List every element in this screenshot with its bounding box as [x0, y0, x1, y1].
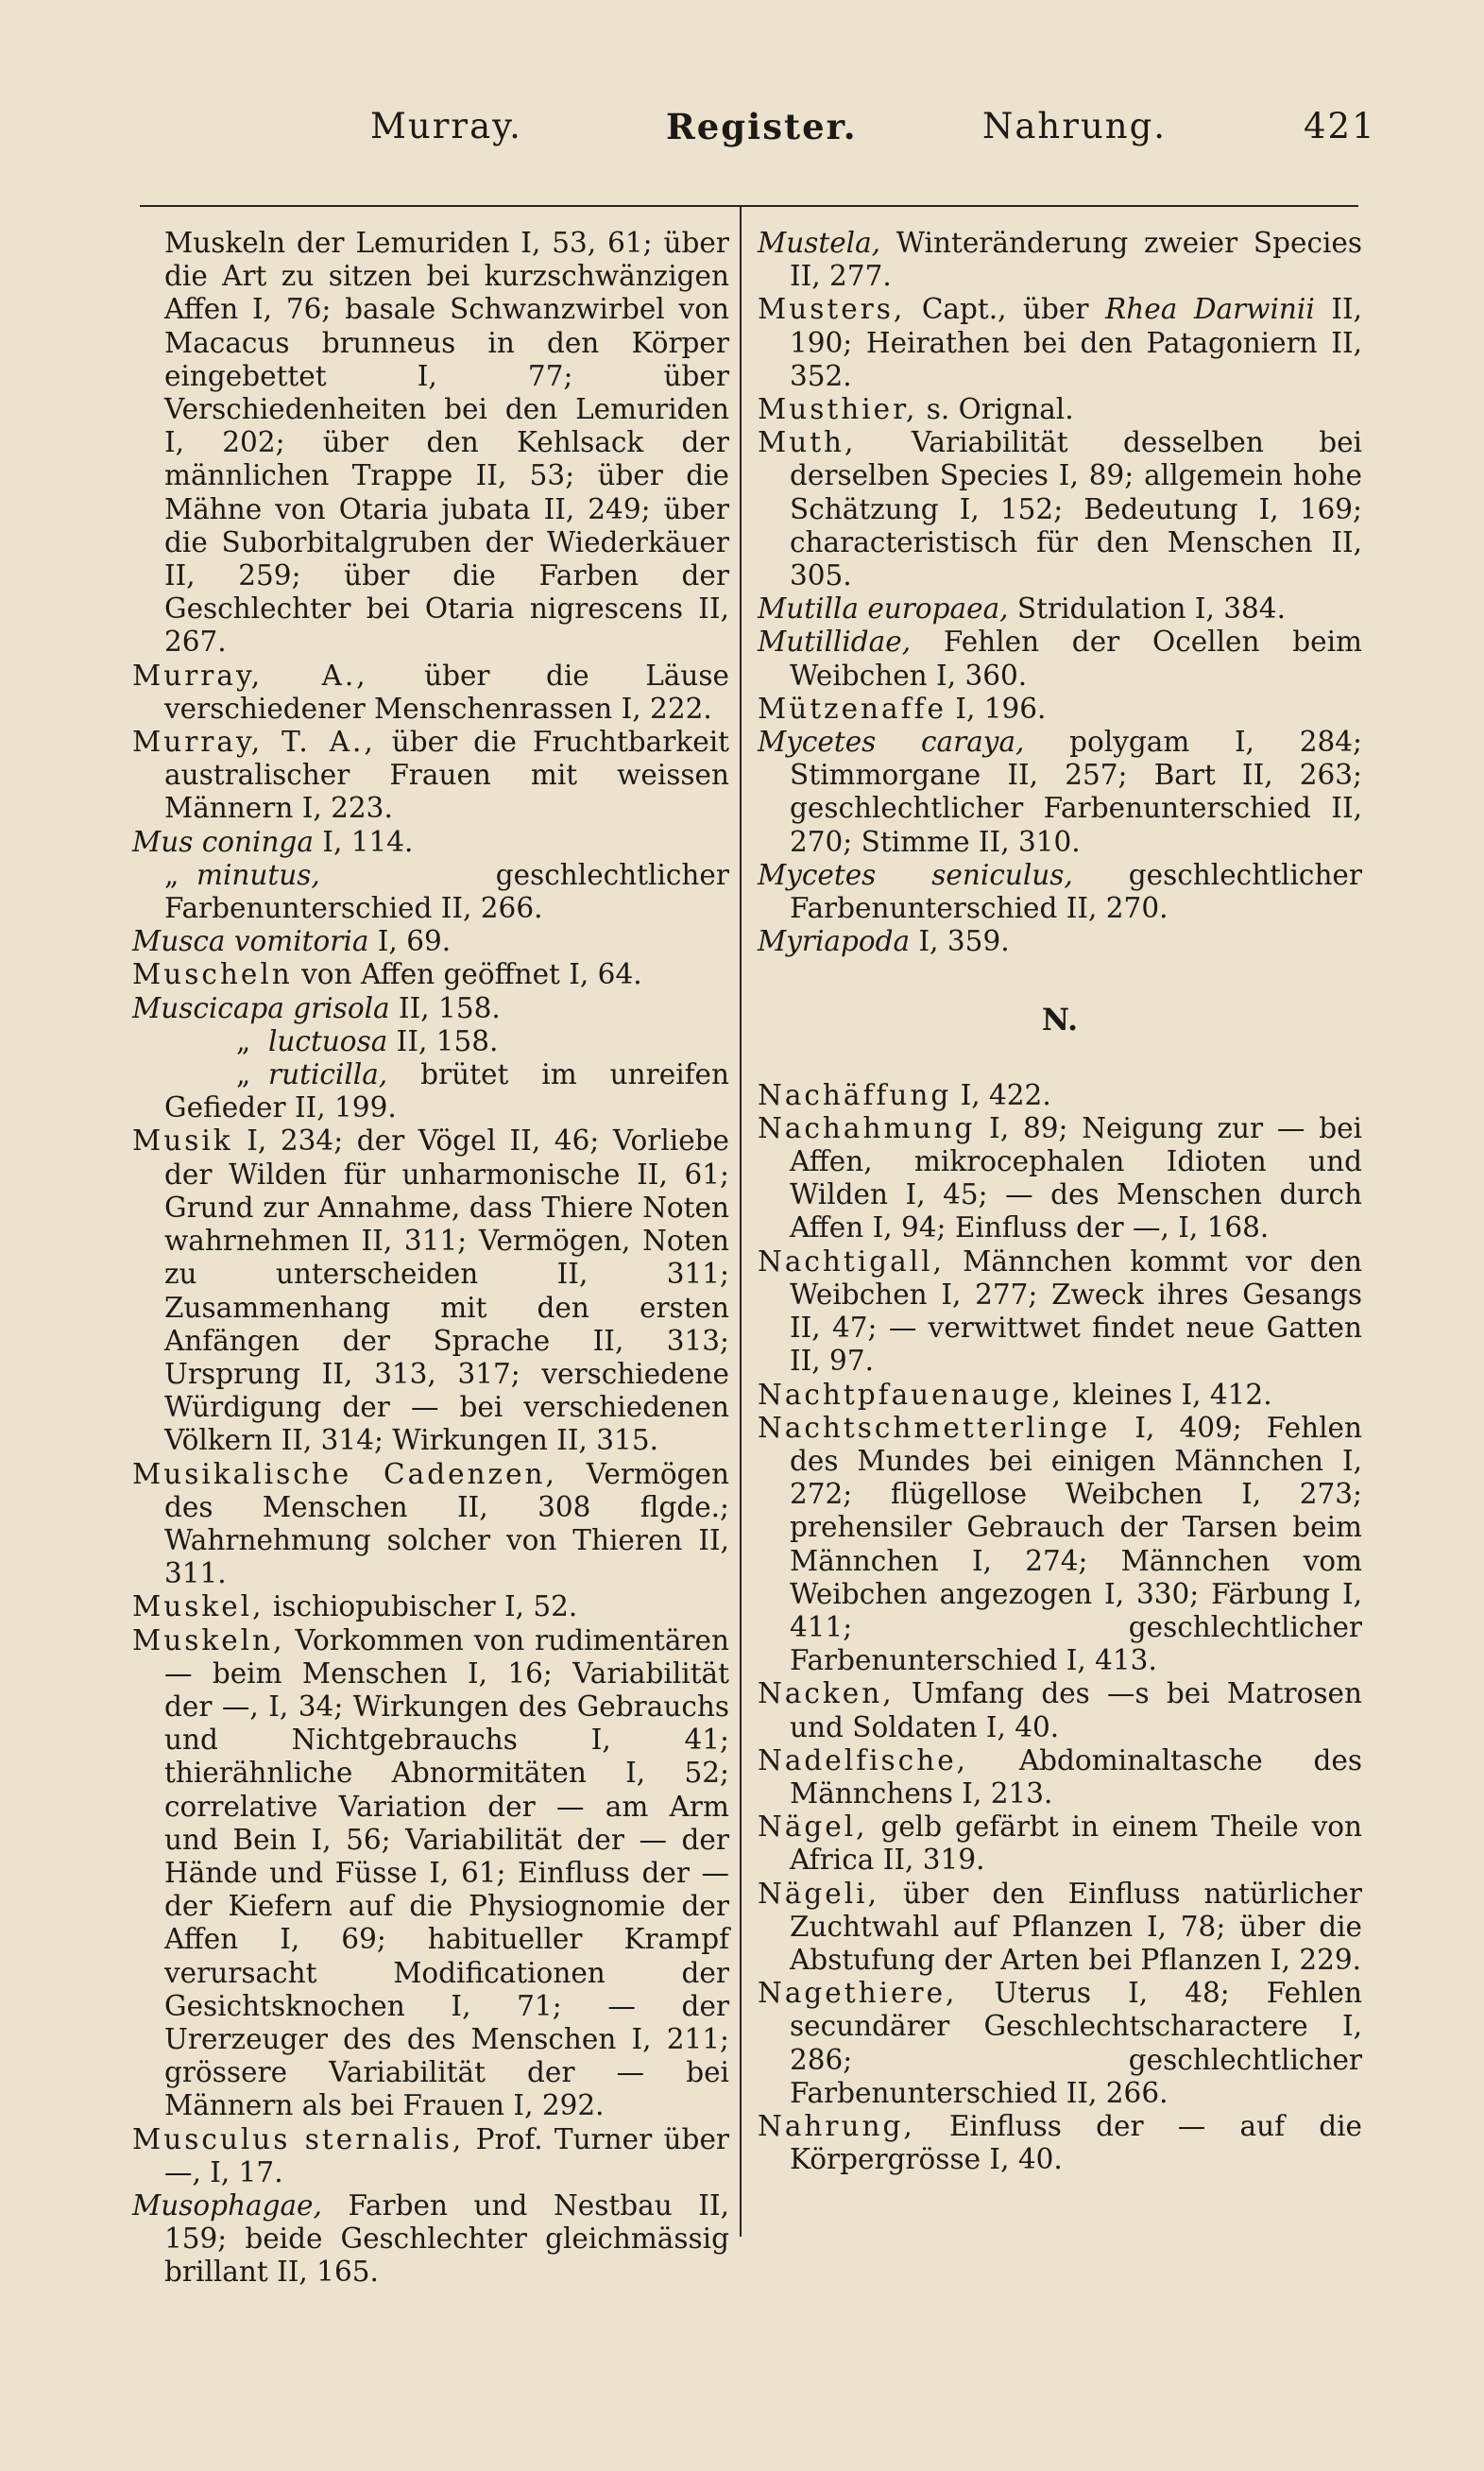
header-rule — [140, 205, 1358, 207]
index-entry: Musophagae, Farben und Nestbau II, 159; beide Geschlechter gleichmässig brillant II, 165. — [132, 2188, 729, 2289]
entry-headword: Musophagae, — [132, 2188, 322, 2222]
index-entry: Musthier, s. Orignal. — [758, 393, 1074, 426]
index-entry: Nägeli, über den Einfluss natürlicher Zuchtwahl auf Pflanzen I, 78; über die Abstufung der Arten bei Pflanzen I, 229. — [758, 1877, 1362, 1976]
entry-headword: Mutilla europaea, — [758, 592, 1009, 626]
section-letter-heading: N. — [1041, 1002, 1079, 1038]
right-column — [758, 227, 1362, 2176]
entry-headword: Myriapoda — [758, 925, 911, 958]
entry-headword: Mutillidae, — [758, 626, 912, 659]
header-right-keyword: Nahrung. — [982, 106, 1168, 146]
index-entry: Muskel, ischiopubischer I, 52. — [132, 1590, 578, 1623]
entry-headword: Nägeli, — [758, 1877, 879, 1910]
index-entry: Mycetes seniculus, geschlechtlicher Farbenunterschied II, 270. — [758, 858, 1362, 925]
entry-headword: Murray, T. A., — [132, 726, 376, 759]
index-entry: Murray, A., über die Läuse verschiedener Menschenrassen I, 222. — [132, 659, 729, 725]
index-entry: Mycetes caraya, polygam I, 284; Stimmorgane II, 257; Bart II, 263; geschlechtlicher Farbenunterschied II, 270; Stimme II, 310. — [758, 726, 1362, 858]
entry-headword: Nachtigall, — [758, 1244, 945, 1278]
column-divider — [740, 205, 742, 2237]
index-entry: Musca vomitoria I, 69. — [132, 925, 452, 958]
entry-headword: Musik — [132, 1124, 233, 1158]
index-entry: Muskeln der Lemuriden I, 53, 61; über die Art zu sitzen bei kurzschwänzigen Affen I, 76; basale Schwanzwirbel von Macacus brunneus in den Körper eingebettet I, 77; über Verschiedenheiten bei den Lemuriden I, 202; über den Kehlsack der männlichen Trappe II, 53; über die Mähne von Otaria jubata II, 249; über die Suborbitalgruben der Wiederkäuer II, 259; über die Farben der Geschlechter bei Otaria nigrescens II, 267. — [164, 227, 729, 659]
index-entry: Nägel, gelb gefärbt in einem Theile von Africa II, 319. — [758, 1810, 1362, 1877]
index-subentry: „ ruticilla, brütet im unreifen Gefieder II, 199. — [164, 1058, 729, 1124]
index-entry: Nachäffung I, 422. — [758, 1078, 1051, 1111]
left-column — [132, 227, 729, 2290]
index-entry: Musikalische Cadenzen, Vermögen des Menschen II, 308 flgde.; Wahrnehmung solcher von Thieren II, 311. — [132, 1457, 729, 1590]
index-entry: Muscheln von Affen geöffnet I, 64. — [132, 958, 642, 991]
ditto-mark: „ — [164, 858, 179, 891]
index-entry: Musik I, 234; der Vögel II, 46; Vorliebe der Wilden für unharmonische II, 61; Grund zur Annahme, dass Thiere Noten wahrnehmen II, 311; Vermögen, Noten zu unterscheiden II, 311; Zusammenhang mit den ersten Anfängen der Sprache II, 313; Ursprung II, 313, 317; verschiedene Würdigung der — bei verschiedenen Völkern II, 314; Wirkungen II, 315. — [132, 1124, 729, 1457]
ditto-mark: „ — [236, 1058, 251, 1091]
index-entry: Musculus sternalis, Prof. Turner über —, I, 17. — [132, 2122, 729, 2188]
index-entry: Murray, T. A., über die Fruchtbarkeit australischer Frauen mit weissen Männern I, 223. — [132, 726, 729, 825]
entry-headword: Nahrung, — [758, 2109, 915, 2142]
entry-headword: Musculus sternalis, — [132, 2122, 465, 2155]
entry-headword: Nadelfische, — [758, 1743, 969, 1776]
header-left-keyword: Murray. — [370, 106, 522, 146]
entry-headword: Nachtpfauenauge, — [758, 1378, 1064, 1411]
index-entry: Muskeln, Vorkommen von rudimentären — beim Menschen I, 16; Variabilität der —, I, 34; Wirkungen des Gebrauchs und Nichtgebrauchs I, 41; thierähnliche Abnormitäten I, 52; correlative Variation der — am Arm und Bein I, 56; Variabilität der — der Hände und Füsse I, 61; Einfluss der — der Kiefern auf die Physiognomie der Affen I, 69; habitueller Krampf verursacht Modificationen der Gesichtsknochen I, 71; — der Urerzeuger des des Menschen I, 211; grössere Variabilität der — bei Männern als bei Frauen I, 292. — [132, 1623, 729, 2122]
ditto-mark: „ — [236, 1024, 251, 1057]
page-number: 421 — [1304, 106, 1376, 146]
index-entry: Myriapoda I, 359. — [758, 925, 1010, 958]
index-entry: Mus coninga I, 114. — [132, 825, 414, 858]
index-entry: Mustela, Winteränderung zweier Species II, 277. — [758, 227, 1362, 293]
index-entry: Muth, Variabilität desselben bei derselben Species I, 89; allgemein hohe Schätzung I, 152; Bedeutung I, 169; characteristisch für den Menschen II, 305. — [758, 426, 1362, 592]
index-entry: Nachtpfauenauge, kleines I, 412. — [758, 1378, 1272, 1411]
entry-headword: Nachäffung — [758, 1078, 952, 1111]
entry-headword: Nacken, — [758, 1677, 895, 1710]
index-entry: Nacken, Umfang des —s bei Matrosen und Soldaten I, 40. — [758, 1677, 1362, 1743]
index-entry: Mützenaffe I, 196. — [758, 692, 1047, 725]
index-entry: Nachtigall, Männchen kommt vor den Weibchen I, 277; Zweck ihres Gesangs II, 47; — verwittwet findet neue Gatten II, 97. — [758, 1244, 1362, 1378]
entry-headword: Musikalische Cadenzen, — [132, 1457, 557, 1490]
entry-headword: Mycetes seniculus, — [758, 858, 1073, 891]
index-entry: Nadelfische, Abdominaltasche des Männchens I, 213. — [758, 1743, 1362, 1810]
header-section-title: Register. — [666, 106, 858, 147]
index-subentry: „ minutus, geschlechtlicher Farbenunterschied II, 266. — [164, 858, 729, 925]
entry-headword: Muskeln, — [132, 1623, 285, 1656]
entry-headword: Muscheln — [132, 958, 293, 991]
index-entry: Nachtschmetterlinge I, 409; Fehlen des Mundes bei einigen Männchen I, 272; flügellose Weibchen I, 273; prehensiler Gebrauch der Tarsen beim Männchen I, 274; Männchen vom Weibchen angezogen I, 330; Färbung I, 411; geschlechtlicher Farbenunterschied I, 413. — [758, 1411, 1362, 1677]
entry-headword: Murray, A., — [132, 659, 368, 692]
index-subentry: „ luctuosa II, 158. — [236, 1024, 499, 1057]
entry-headword: Musca vomitoria — [132, 925, 369, 958]
running-header — [0, 106, 1484, 163]
entry-headword: Mustela, — [758, 227, 881, 259]
entry-headword: Nagethiere, — [758, 1977, 958, 2010]
entry-headword: Mus coninga — [132, 825, 314, 858]
index-entry: Nachahmung I, 89; Neigung zur — bei Affen, mikrocephalen Idioten und Wilden I, 45; — des Menschen durch Affen I, 94; Einfluss der —, I, 168. — [758, 1111, 1362, 1244]
entry-headword: Mycetes caraya, — [758, 726, 1025, 759]
entry-headword: Musters, — [758, 293, 906, 326]
entry-headword: Musthier, — [758, 393, 918, 426]
entry-headword: Nachahmung — [758, 1111, 976, 1144]
entry-headword: Nachtschmetterlinge — [758, 1411, 1111, 1444]
index-entry: Nagethiere, Uterus I, 48; Fehlen secundärer Geschlechtscharactere I, 286; geschlechtlicher Farbenunterschied II, 266. — [758, 1977, 1362, 2109]
index-entry: Mutilla europaea, Stridulation I, 384. — [758, 592, 1286, 626]
entry-headword: Mützenaffe — [758, 692, 947, 725]
entry-headword: Nägel, — [758, 1810, 868, 1844]
index-entry: Nahrung, Einfluss der — auf die Körpergrösse I, 40. — [758, 2109, 1362, 2176]
entry-headword: Muth, — [758, 426, 857, 459]
index-entry: Mutillidae, Fehlen der Ocellen beim Weibchen I, 360. — [758, 626, 1362, 692]
entry-headword: Muscicapa grisola — [132, 991, 390, 1024]
entry-headword: Muskel, — [132, 1590, 264, 1623]
index-entry: Musters, Capt., über Rhea Darwinii II, 190; Heirathen bei den Patagoniern II, 352. — [758, 293, 1363, 392]
index-entry: Muscicapa grisola II, 158. — [132, 991, 501, 1024]
